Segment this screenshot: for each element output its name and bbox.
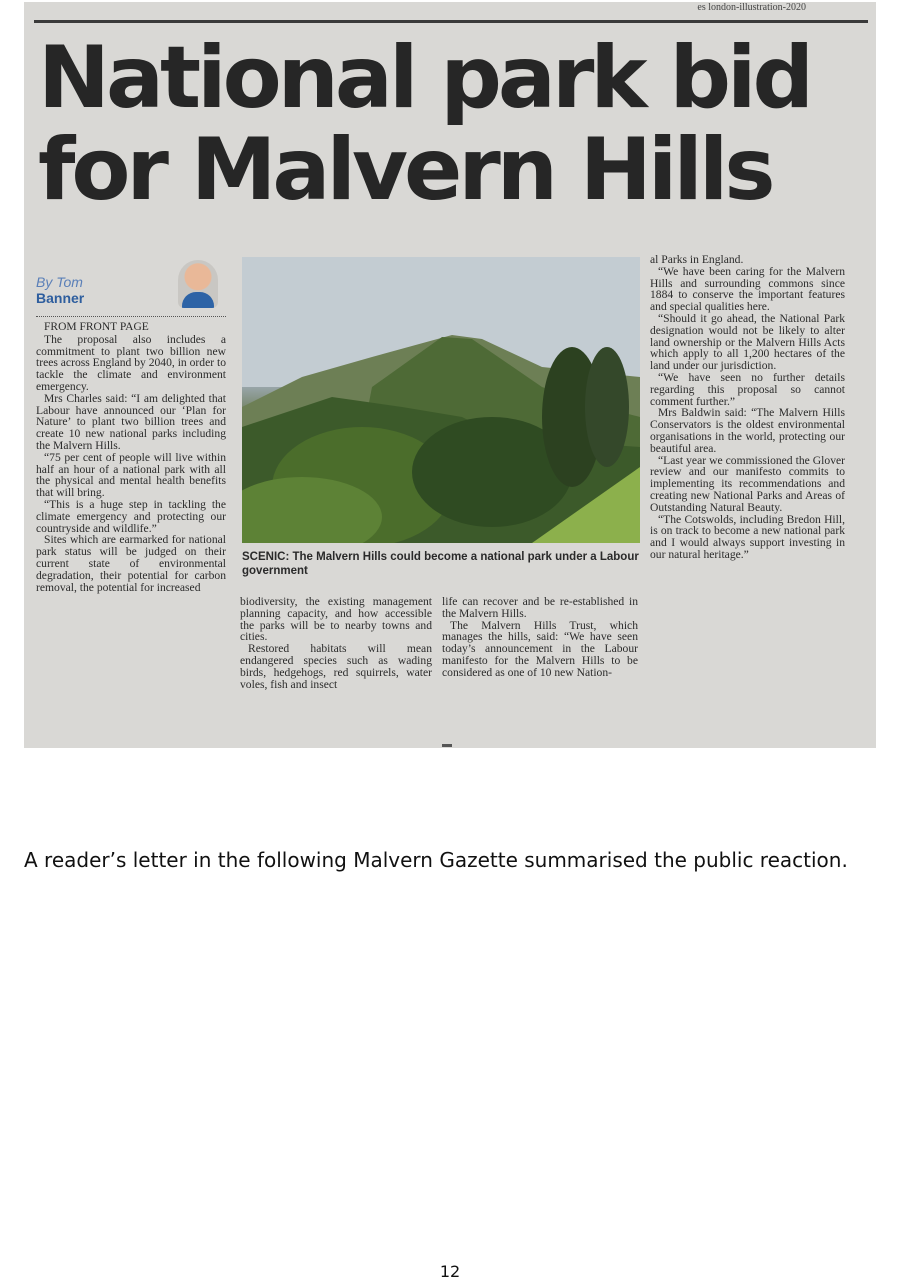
newspaper-clipping [24, 2, 876, 748]
paragraph: The Malvern Hills Trust, which manages the hills, said: “We have seen today’s announcement in the Labour manifesto for the Malvern Hills to be considered as one of 10 new Nation- [442, 618, 638, 679]
page-number: 12 [439, 1262, 461, 1281]
article-column-2 [240, 596, 432, 690]
paragraph: al Parks in England. [650, 253, 744, 266]
paragraph: “This is a huge step in tackling the climate emergency and protecting our countryside and wildlife.” [36, 497, 226, 535]
paragraph: The proposal also includes a commitment to plant two billion new trees across England by 2040, in order to tackle the climate and environment emergency. [36, 332, 226, 393]
article-column-4 [650, 254, 845, 561]
headline [38, 28, 868, 220]
headline-line-2: for Malvern Hills [38, 120, 772, 220]
byline-name: Banner [36, 290, 85, 306]
headline-line-1: National park bid [38, 28, 811, 128]
byline-rule [36, 316, 226, 317]
paragraph: Mrs Charles said: “I am delighted that Labour have announced our ‘Plan for Nature’ to plant two billion trees and create 10 new national parks including the Malvern Hills. [36, 391, 226, 452]
top-rule [34, 20, 868, 23]
kicker: FROM FRONT PAGE [44, 321, 149, 333]
byline-by: By Tom [36, 274, 83, 290]
article-column-3 [442, 596, 638, 679]
paragraph: “Last year we commissioned the Glover review and our manifesto commits to implementing its recommendations and creating new National Parks and Areas of Outstanding Natural Beauty. [650, 453, 845, 514]
paragraph: “The Cotswolds, including Bredon Hill, is on track to become a new national park and I would always support investing in our natural heritage.” [650, 512, 845, 561]
paragraph: “Should it go ahead, the National Park designation would not be likely to alter land ownership or the Malvern Hills Acts which apply to all 1,200 hectares of the land under our jurisdiction. [650, 311, 845, 373]
clipping-footer-mark [442, 744, 452, 747]
paragraph: Mrs Baldwin said: “The Malvern Hills Conservators is the oldest environmental organisations in the world, protecting our beautiful area. [650, 406, 845, 455]
photo-caption: SCENIC: The Malvern Hills could become a national park under a Labour government [242, 551, 639, 577]
landscape-illustration [242, 257, 640, 543]
author-photo [178, 260, 218, 308]
byline [36, 274, 186, 306]
paragraph: Restored habitats will mean endangered species such as wading birds, hedgehogs, red squirrels, water voles, fish and insect [240, 642, 432, 691]
strapline: es london-illustration-2020 [697, 2, 806, 13]
malvern-hills-photo [242, 257, 640, 543]
article-column-1 [36, 322, 226, 593]
body-text: A reader’s letter in the following Malvern Gazette summarised the public reaction. [24, 848, 848, 872]
paragraph: life can recover and be re-established in the Malvern Hills. [442, 595, 638, 620]
paragraph: “We have seen no further details regarding this proposal so cannot comment further.” [650, 370, 845, 408]
paragraph: biodiversity, the existing management planning capacity, and how accessible the parks will be to nearby towns and cities. [240, 595, 432, 644]
paragraph: “75 per cent of people will live within half an hour of a national park with all the physical and mental health benefits that will bring. [36, 450, 226, 500]
paragraph: Sites which are earmarked for national park status will be judged on their current state of environmental degradation, their potential for carbon removal, the potential for increased [36, 533, 226, 594]
paragraph: “We have been caring for the Malvern Hills and surrounding commons since 1884 to conserve the important features and special qualities here. [650, 264, 845, 314]
